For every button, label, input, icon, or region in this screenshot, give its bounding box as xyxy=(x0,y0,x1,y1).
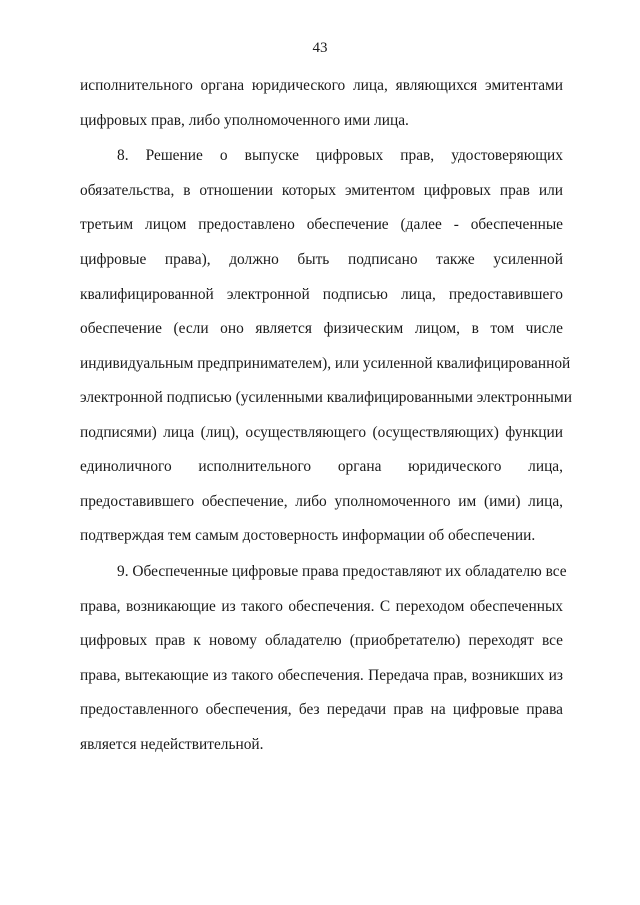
text-line: предоставленного обеспечения, без передачи прав на цифровые права xyxy=(80,701,563,718)
text-line: права, возникающие из такого обеспечения. С переходом обеспеченных xyxy=(80,598,563,615)
paragraph-first-line: 9. Обеспеченные цифровые права предоставляют их обладателю все xyxy=(117,563,567,580)
page-number: 43 xyxy=(312,40,328,56)
text-line: исполнительного органа юридического лица, являющихся эмитентами xyxy=(80,77,563,94)
text-line: обязательства, в отношении которых эмитентом цифровых прав или xyxy=(80,182,563,199)
paragraph-first-line: 8. Решение о выпуске цифровых прав, удостоверяющих xyxy=(117,147,563,164)
text-line: третьим лицом предоставлено обеспечение (далее - обеспеченные xyxy=(80,216,563,233)
text-line: цифровых прав, либо уполномоченного ими лица. xyxy=(80,112,409,129)
text-line: подписями) лица (лиц), осуществляющего (осуществляющих) функции xyxy=(80,424,563,441)
text-line: предоставившего обеспечение, либо уполномоченного им (ими) лица, xyxy=(80,493,563,510)
text-line: единоличного исполнительного органа юридического лица, xyxy=(80,458,563,475)
text-line: является недействительной. xyxy=(80,736,264,753)
text-line: цифровых прав к новому обладателю (приобретателю) переходят все xyxy=(80,632,563,649)
text-line: цифровые права), должно быть подписано также усиленной xyxy=(80,251,563,268)
text-line: квалифицированной электронной подписью лица, предоставившего xyxy=(80,286,563,303)
text-line: электронной подписью (усиленными квалифицированными электронными xyxy=(80,389,572,406)
text-line: индивидуальным предпринимателем), или усиленной квалифицированной xyxy=(80,355,571,372)
text-line: права, вытекающие из такого обеспечения. Передача прав, возникших из xyxy=(80,667,563,684)
text-line: подтверждая тем самым достоверность информации об обеспечении. xyxy=(80,527,536,544)
text-line: обеспечение (если оно является физическим лицом, в том числе xyxy=(80,320,563,337)
